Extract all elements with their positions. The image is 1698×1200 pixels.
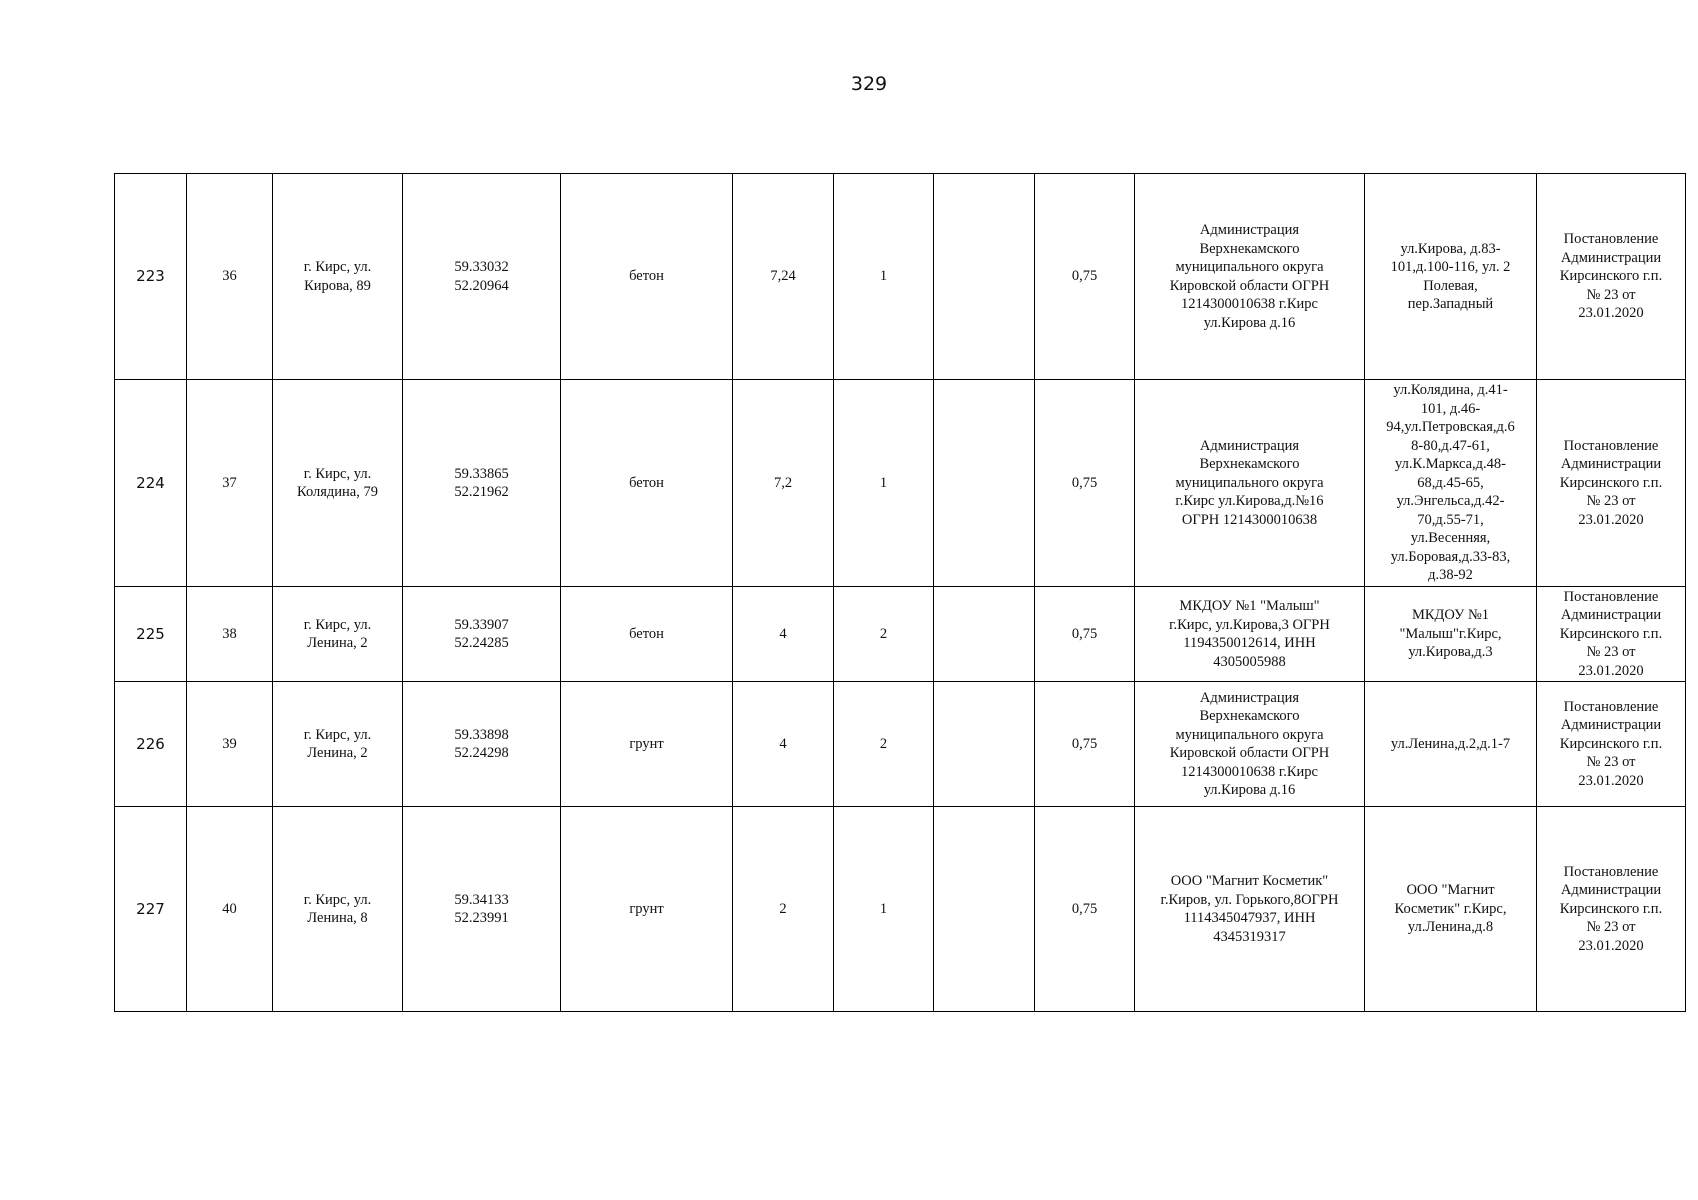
cell-line: Администрации <box>1560 249 1662 266</box>
cell-surface: грунт <box>561 807 733 1012</box>
cell-line: ул.Кирова д.16 <box>1203 314 1296 331</box>
waste-sites-table <box>114 173 1686 1012</box>
cell-line: ул.Ленина,д.8 <box>1407 919 1494 936</box>
cell-line: 101,д.100-116, ул. 2 <box>1390 259 1511 275</box>
cell-empty <box>934 380 1035 587</box>
cell-line: Администрация <box>1199 222 1300 238</box>
cell-local-number: 40 <box>187 807 273 1012</box>
cell-volume: 0,75 <box>1035 587 1135 682</box>
cell-owner <box>1135 587 1365 682</box>
cell-area: 2 <box>733 807 834 1012</box>
cell-row-number: 224 <box>115 380 187 587</box>
cell-waste-sources <box>1365 682 1537 807</box>
cell-line: 94,ул.Петровская,д.6 <box>1386 419 1515 436</box>
cell-coordinates <box>403 682 561 807</box>
cell-local-number: 37 <box>187 380 273 587</box>
cell-containers: 2 <box>834 682 934 807</box>
cell-empty <box>934 807 1035 1012</box>
cell-containers: 1 <box>834 807 934 1012</box>
cell-address <box>273 587 403 682</box>
cell-line: № 23 от <box>1586 286 1636 303</box>
cell-waste-sources <box>1365 807 1537 1012</box>
cell-local-number: 38 <box>187 587 273 682</box>
cell-line: муниципального округа <box>1175 726 1324 743</box>
cell-empty <box>934 587 1035 682</box>
page-number: 329 <box>850 73 888 95</box>
cell-line: Косметик" г.Кирс, <box>1394 900 1507 917</box>
cell-line: ООО "Магнит Косметик" <box>1170 873 1329 889</box>
cell-line: МКДОУ №1 "Малыш" <box>1179 598 1320 614</box>
cell-owner <box>1135 682 1365 807</box>
cell-volume: 0,75 <box>1035 380 1135 587</box>
cell-line: 59.33907 <box>454 616 509 633</box>
cell-line: 52.20964 <box>454 277 509 294</box>
cell-line: ООО "Магнит <box>1406 882 1495 899</box>
cell-line: 1214300010638 г.Кирс <box>1181 763 1318 780</box>
cell-line: Верхнекамского <box>1199 240 1300 257</box>
cell-line: ул.Боровая,д.33-83, <box>1390 548 1511 565</box>
cell-line: пер.Западный <box>1407 296 1494 312</box>
cell-owner <box>1135 807 1365 1012</box>
cell-line: Верхнекамского <box>1199 708 1300 724</box>
cell-line: 59.33898 <box>454 726 509 743</box>
cell-line: г. Кирс, ул. <box>303 465 372 482</box>
cell-coordinates <box>403 380 561 587</box>
cell-line: Администрации <box>1560 456 1662 473</box>
cell-line: Кирсинского г.п. <box>1559 625 1663 642</box>
cell-line: Кирсинского г.п. <box>1559 474 1663 491</box>
cell-line: 52.24298 <box>454 745 509 761</box>
cell-line: Администрации <box>1560 717 1662 734</box>
cell-empty <box>934 682 1035 807</box>
cell-document <box>1537 682 1686 807</box>
cell-line: № 23 от <box>1586 493 1636 510</box>
cell-waste-sources <box>1365 380 1537 587</box>
cell-line: д.38-92 <box>1428 567 1473 584</box>
cell-line: 4305005988 <box>1213 653 1286 670</box>
cell-document <box>1537 587 1686 682</box>
cell-line: Администрации <box>1560 607 1662 624</box>
cell-area: 4 <box>733 682 834 807</box>
cell-area: 7,24 <box>733 174 834 380</box>
cell-line: ул.Весенняя, <box>1410 530 1491 547</box>
cell-volume: 0,75 <box>1035 682 1135 807</box>
cell-address <box>273 807 403 1012</box>
table-row <box>115 807 1686 1012</box>
cell-surface: бетон <box>561 174 733 380</box>
cell-address <box>273 682 403 807</box>
cell-line: Кирсинского г.п. <box>1559 735 1663 752</box>
cell-document <box>1537 807 1686 1012</box>
cell-line: ул.Колядина, д.41- <box>1393 382 1508 399</box>
cell-line: муниципального округа <box>1175 259 1324 275</box>
cell-coordinates <box>403 807 561 1012</box>
cell-waste-sources <box>1365 174 1537 380</box>
cell-line: 52.24285 <box>454 635 509 651</box>
cell-line: 23.01.2020 <box>1578 305 1644 322</box>
cell-address <box>273 174 403 380</box>
cell-line: Администрация <box>1199 437 1300 454</box>
cell-line: 23.01.2020 <box>1578 772 1644 789</box>
cell-area: 4 <box>733 587 834 682</box>
cell-line: г.Кирс, ул.Кирова,3 ОГРН <box>1169 616 1330 633</box>
cell-line: 59.33865 <box>454 465 509 482</box>
cell-line: Администрация <box>1199 689 1300 706</box>
cell-line: ул.Ленина,д.2,д.1-7 <box>1390 735 1511 752</box>
cell-line: 1194350012614, ИНН <box>1183 635 1316 651</box>
cell-line: Полевая, <box>1423 277 1478 294</box>
cell-line: ул.Кирова,д.3 <box>1408 644 1493 661</box>
cell-address <box>273 380 403 587</box>
cell-line: Кирсинского г.п. <box>1559 900 1663 917</box>
cell-line: г.Кирс ул.Кирова,д.№16 <box>1175 493 1324 510</box>
cell-line: г. Кирс, ул. <box>303 726 372 743</box>
cell-line: 23.01.2020 <box>1578 937 1644 954</box>
cell-volume: 0,75 <box>1035 174 1135 380</box>
cell-row-number: 223 <box>115 174 187 380</box>
cell-line: 23.01.2020 <box>1578 511 1644 528</box>
cell-line: Постановление <box>1563 231 1659 248</box>
cell-line: Постановление <box>1563 437 1659 454</box>
cell-line: ул.Кирова д.16 <box>1203 782 1296 798</box>
cell-row-number: 225 <box>115 587 187 682</box>
cell-row-number: 226 <box>115 682 187 807</box>
cell-line: 23.01.2020 <box>1578 662 1644 679</box>
cell-line: г. Кирс, ул. <box>303 891 372 908</box>
cell-line: 4345319317 <box>1213 928 1286 945</box>
cell-area: 7,2 <box>733 380 834 587</box>
cell-line: Кировской области ОГРН <box>1169 745 1330 761</box>
cell-owner <box>1135 380 1365 587</box>
cell-line: 1114345047937, ИНН <box>1183 910 1316 926</box>
cell-line: ул.К.Маркса,д.48- <box>1394 456 1507 473</box>
cell-local-number: 39 <box>187 682 273 807</box>
table-row <box>115 682 1686 807</box>
cell-surface: грунт <box>561 682 733 807</box>
cell-line: 59.34133 <box>454 891 509 908</box>
cell-document <box>1537 174 1686 380</box>
cell-line: 1214300010638 г.Кирс <box>1181 296 1318 312</box>
cell-volume: 0,75 <box>1035 807 1135 1012</box>
cell-line: Ленина, 2 <box>307 745 368 761</box>
cell-line: ул.Энгельса,д.42- <box>1396 493 1505 510</box>
cell-line: № 23 от <box>1586 644 1636 661</box>
cell-line: 68,д.45-65, <box>1417 474 1484 491</box>
cell-line: 101, д.46- <box>1420 400 1481 417</box>
cell-line: г. Кирс, ул. <box>303 616 372 633</box>
cell-local-number: 36 <box>187 174 273 380</box>
cell-line: Колядина, 79 <box>297 484 378 500</box>
cell-line: г.Киров, ул. Горького,8ОГРН <box>1160 891 1339 908</box>
cell-surface: бетон <box>561 587 733 682</box>
cell-line: 59.33032 <box>454 259 509 275</box>
cell-empty <box>934 174 1035 380</box>
cell-containers: 2 <box>834 587 934 682</box>
cell-line: 52.21962 <box>454 484 509 500</box>
cell-line: Постановление <box>1563 863 1659 880</box>
cell-line: Верхнекамского <box>1199 456 1300 473</box>
table-row <box>115 174 1686 380</box>
cell-row-number: 227 <box>115 807 187 1012</box>
cell-containers: 1 <box>834 174 934 380</box>
cell-surface: бетон <box>561 380 733 587</box>
cell-line: ОГРН 1214300010638 <box>1181 511 1318 528</box>
table-row <box>115 380 1686 587</box>
cell-line: г. Кирс, ул. <box>303 259 372 275</box>
table-body <box>115 174 1686 1012</box>
cell-line: МКДОУ №1 <box>1411 607 1490 624</box>
cell-line: 8-80,д.47-61, <box>1411 437 1490 454</box>
cell-containers: 1 <box>834 380 934 587</box>
cell-line: № 23 от <box>1586 919 1636 936</box>
cell-line: Администрации <box>1560 882 1662 899</box>
cell-line: Ленина, 2 <box>307 635 368 651</box>
cell-line: 52.23991 <box>454 910 509 926</box>
cell-line: "Малыш"г.Кирс, <box>1399 625 1502 642</box>
cell-line: ул.Кирова, д.83- <box>1400 240 1501 257</box>
table-row <box>115 587 1686 682</box>
cell-line: Кирова, 89 <box>304 277 371 294</box>
cell-line: Постановление <box>1563 698 1659 715</box>
cell-line: Ленина, 8 <box>307 910 368 926</box>
cell-waste-sources <box>1365 587 1537 682</box>
cell-owner <box>1135 174 1365 380</box>
cell-line: Кирсинского г.п. <box>1559 268 1663 285</box>
cell-line: Кировской области ОГРН <box>1169 277 1330 294</box>
cell-document <box>1537 380 1686 587</box>
cell-coordinates <box>403 174 561 380</box>
cell-line: муниципального округа <box>1175 474 1324 491</box>
cell-line: № 23 от <box>1586 754 1636 771</box>
cell-coordinates <box>403 587 561 682</box>
cell-line: 70,д.55-71, <box>1417 511 1484 528</box>
cell-line: Постановление <box>1563 588 1659 605</box>
